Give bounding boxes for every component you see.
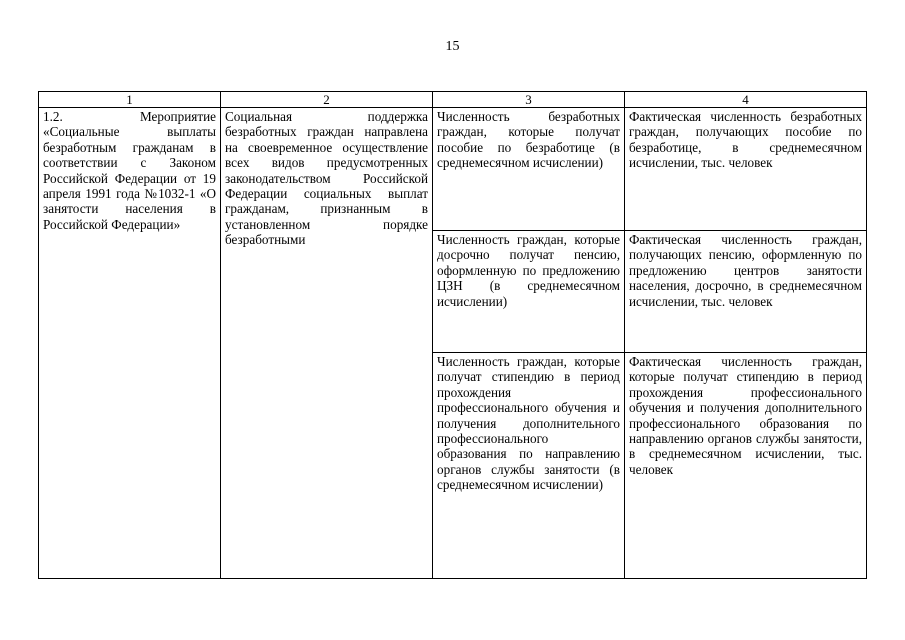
column-number-4: 4 xyxy=(625,92,867,108)
event-cell xyxy=(39,108,221,579)
column-number-1: 1 xyxy=(39,92,221,108)
indicator-fact-cell: Фактическая численность граждан, получающих пенсию, оформленную по предложению центров занятости населения, досрочно, в среднемесячном исчислении, тыс. человек xyxy=(625,231,867,353)
indicator-fact-cell: Фактическая численность граждан, которые получат стипендию в период прохождения профессионального обучения и получения дополнительного профессионального образования по направлению органов службы занятости, в среднемесячном исчислении, тыс. человек xyxy=(625,353,867,579)
column-number-row xyxy=(39,92,867,108)
table-row xyxy=(39,108,867,231)
column-number-3: 3 xyxy=(433,92,625,108)
column-number-2: 2 xyxy=(221,92,433,108)
event-text: 1.2. Мероприятие «Социальные выплаты безработным гражданам в соответствии с Законом Российской Федерации от 19 апреля 1991 года №1032-1 «О занятости населения в Российской Федерации» xyxy=(43,109,216,232)
indicator-name-cell: Численность безработных граждан, которые получат пособие по безработице (в среднемесячном исчислении) xyxy=(433,108,625,231)
description-cell xyxy=(221,108,433,579)
indicator-name-cell: Численность граждан, которые досрочно получат пенсию, оформленную по предложению ЦЗН (в среднемесячном исчислении) xyxy=(433,231,625,353)
description-text: Социальная поддержка безработных граждан направлена на своевременное осуществление всех видов предусмотренных законодательством Российской Федерации социальных выплат гражданам, признанным в установленном порядке безработными xyxy=(225,109,428,248)
page-number: 15 xyxy=(445,39,460,54)
program-table xyxy=(38,91,867,579)
indicator-name-cell: Численность граждан, которые получат стипендию в период прохождения профессионального обучения и получения дополнительного профессионального образования по направлению органов службы занятости (в среднемесячном исчислении) xyxy=(433,353,625,579)
indicator-fact-cell: Фактическая численность безработных граждан, получающих пособие по безработице, в среднемесячном исчислении, тыс. человек xyxy=(625,108,867,231)
